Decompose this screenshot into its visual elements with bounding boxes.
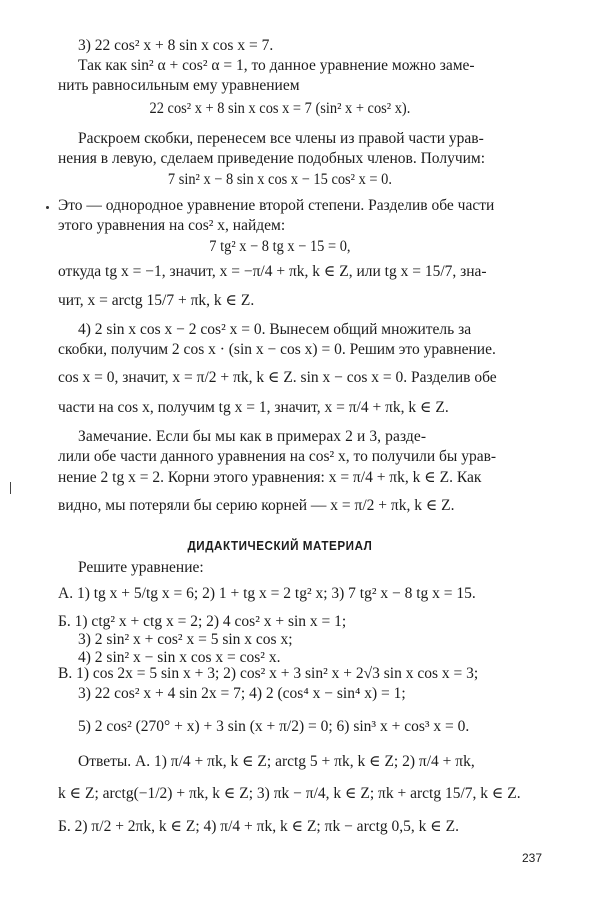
example-3-equation: 3) 22 cos² x + 8 sin x cos x = 7. [78,37,274,54]
formula-line: 7 tg² x − 8 tg x − 15 = 0, [209,238,351,255]
section-heading: ДИДАКТИЧЕСКИЙ МАТЕРИАЛ [187,539,373,553]
remark-line: Замечание. Если бы мы как в примерах 2 и 3, разде- [78,428,427,445]
exercise-b-4: 4) 2 sin² x − sin x cos x = cos² x. [78,649,281,666]
text-line: cos x = 0, значит, x = π/2 + πk, k ∈ Z. sin x − cos x = 0. Разделив обе [58,369,497,386]
margin-dot [46,206,49,209]
text-line: Так как sin² α + cos² α = 1, то данное уравнение можно заме- [78,57,475,74]
exercise-b-3: 3) 2 sin² x + cos² x = 5 sin x cos x; [78,631,293,648]
exercise-v: В. 1) cos 2x = 5 sin x + 3; 2) cos² x + 3 sin² x + 2√3 sin x cos x = 3; [58,665,479,682]
formula-line: 22 cos² x + 8 sin x cos x = 7 (sin² x + cos² x). [149,100,411,117]
text-line: видно, мы потеряли бы серию корней — x = π/2 + πk, k ∈ Z. [58,497,455,514]
text-line: нения в левую, сделаем приведение подобных членов. Получим: [58,150,486,167]
margin-mark [10,482,11,494]
answers-line: k ∈ Z; arctg(−1/2) + πk, k ∈ Z; 3) πk − π/4, k ∈ Z; πk + arctg 15/7, k ∈ Z. [58,785,521,802]
answers-line: Ответы. А. 1) π/4 + πk, k ∈ Z; arctg 5 + πk, k ∈ Z; 2) π/4 + πk, [78,753,475,770]
exercise-intro: Решите уравнение: [78,559,204,576]
text-line: Раскроем скобки, перенесем все члены из правой части урав- [78,130,484,147]
text-line: нение 2 tg x = 2. Корни этого уравнения: x = π/4 + πk, k ∈ Z. Как [58,469,482,486]
formula-line: 7 sin² x − 8 sin x cos x − 15 cos² x = 0. [167,171,392,188]
text-line: Это — однородное уравнение второй степени. Разделив обе части [58,197,495,214]
text-line: чит, x = arctg 15/7 + πk, k ∈ Z. [58,292,255,309]
text-line: лили обе части данного уравнения на cos² x, то получили бы урав- [58,448,497,465]
example-4-equation: 4) 2 sin x cos x − 2 cos² x = 0. Вынесем общий множитель за [78,321,472,338]
text-line: нить равносильным ему уравнением [58,77,300,94]
exercise-b: Б. 1) ctg² x + ctg x = 2; 2) 4 cos² x + sin x = 1; [58,613,347,630]
page-number: 237 [522,851,543,865]
text-line: откуда tg x = −1, значит, x = −π/4 + πk, k ∈ Z, или tg x = 15/7, зна- [58,263,487,280]
exercise-v-3-4: 3) 22 cos² x + 4 sin 2x = 7; 4) 2 (cos⁴ x − sin⁴ x) = 1; [78,685,406,702]
text-line: скобки, получим 2 cos x · (sin x − cos x) = 0. Решим это уравнение. [58,341,496,358]
text-line: этого уравнения на cos² x, найдем: [58,217,286,234]
exercise-v-5-6: 5) 2 cos² (270° + x) + 3 sin (x + π/2) = 0; 6) sin³ x + cos³ x = 0. [78,718,470,735]
exercise-a: А. 1) tg x + 5/tg x = 6; 2) 1 + tg x = 2 tg² x; 3) 7 tg² x − 8 tg x = 15. [58,585,476,602]
answers-line: Б. 2) π/2 + 2πk, k ∈ Z; 4) π/4 + πk, k ∈ Z; πk − arctg 0,5, k ∈ Z. [58,818,459,835]
text-line: части на cos x, получим tg x = 1, значит, x = π/4 + πk, k ∈ Z. [58,399,449,416]
